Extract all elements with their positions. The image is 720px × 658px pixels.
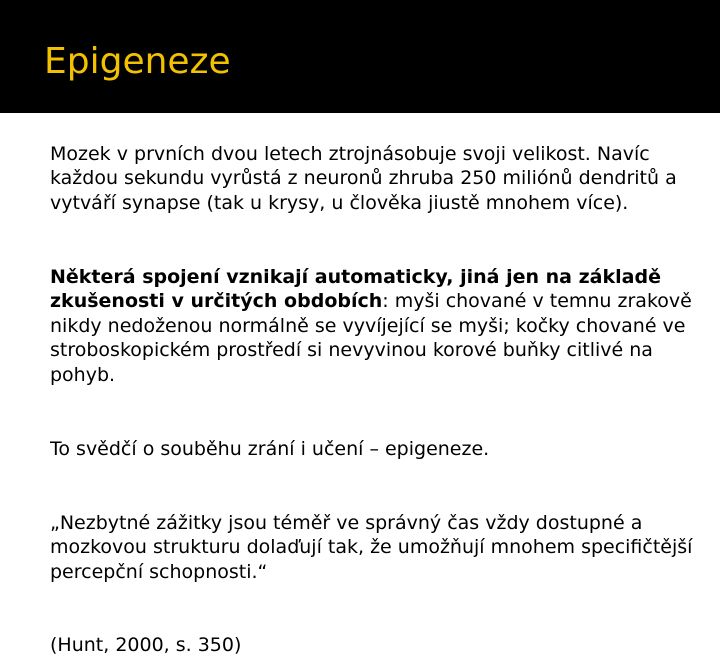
slide-title: Epigeneze <box>44 41 231 82</box>
paragraph-epigenesis: To svědčí o souběhu zrání i učení – epigeneze. <box>50 437 490 460</box>
paragraph-citation: (Hunt, 2000, s. 350) <box>50 634 242 657</box>
title-bar <box>0 0 720 113</box>
paragraph-quote: „Nezbytné zážitky jsou téměř ve správný čas vždy dostupné a mozkovou strukturu dolaďují tak, že umožňují mnohem specifičtější percepční schopnosti.“ <box>50 511 693 583</box>
paragraph-connections-bold: Některá spojení vznikají automaticky, jiná jen na základě zkušenosti v určitých obdobích <box>50 265 661 313</box>
slide-body <box>50 117 720 658</box>
paragraph-connections-rest: : myši chované v temnu zrakově nikdy nedoženou normálně se vyvíjející se myši; kočky chované ve stroboskopickém prostředí si nevyvinou korové buňky citlivé na pohyb. <box>50 290 692 386</box>
paragraph-brain-growth: Mozek v prvních dvou letech ztrojnásobuje svoji velikost. Navíc každou sekundu vyrůstá z neuronů zhruba 250 miliónů dendritů a vytváří synapse (tak u krysy, u člověka jiustě mnohem více). <box>50 142 677 214</box>
